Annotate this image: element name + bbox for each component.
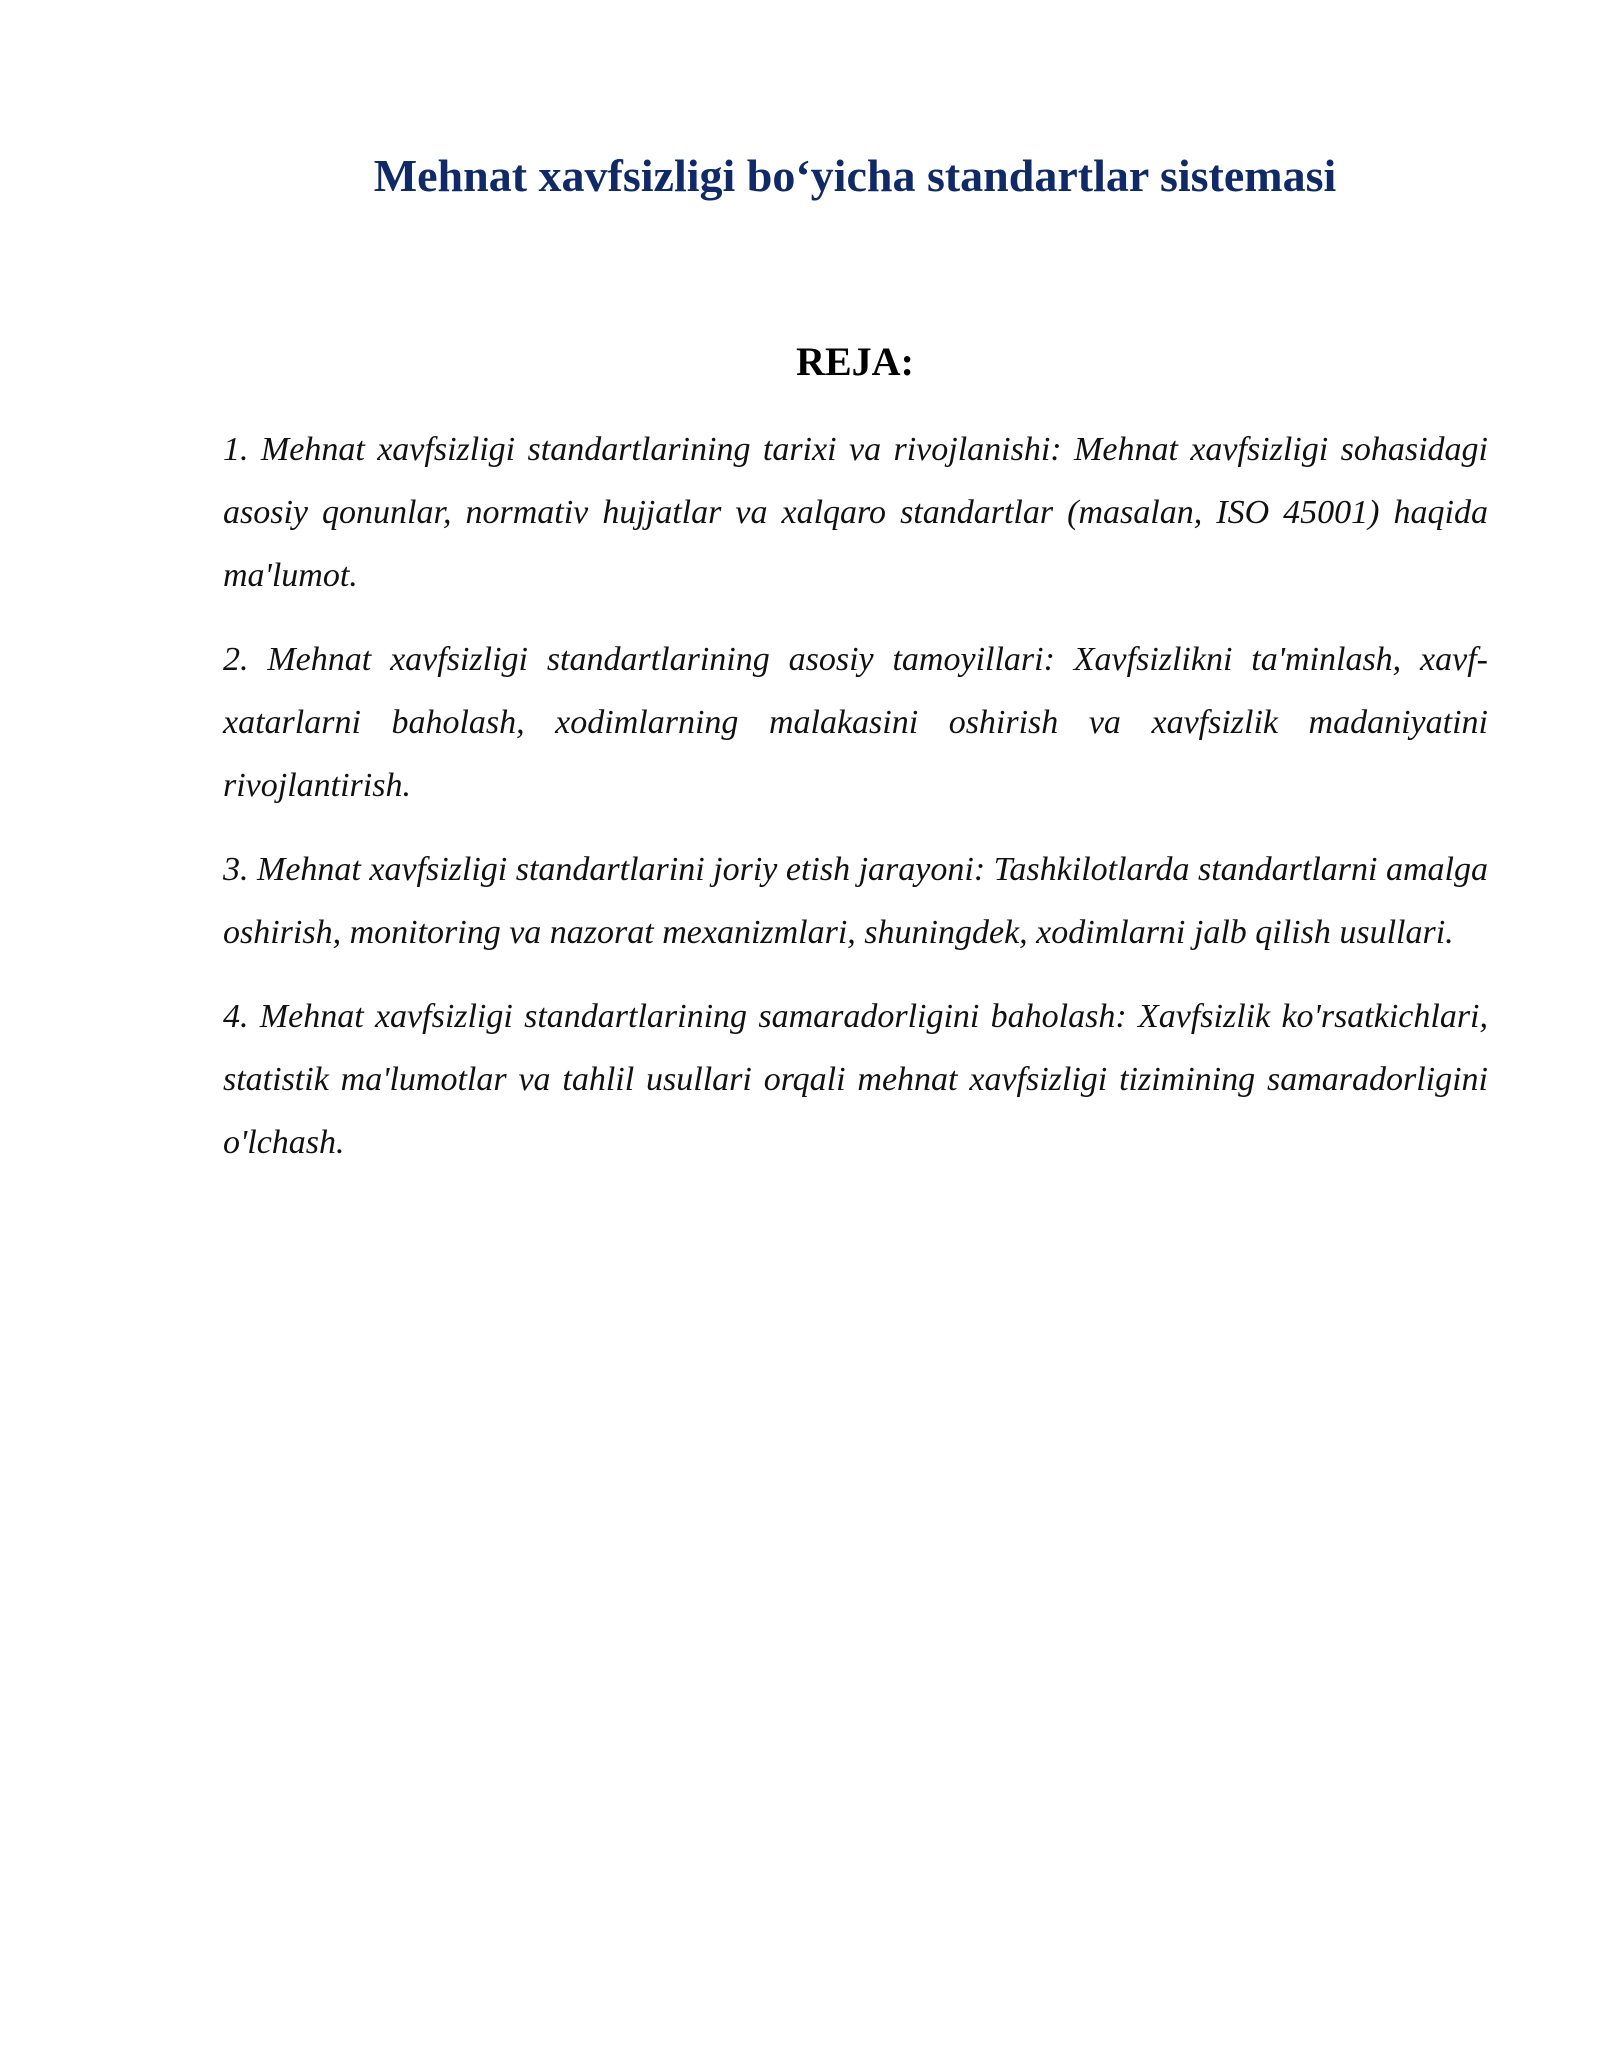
plan-heading: REJA: bbox=[796, 339, 914, 384]
plan-item-2: 2. Mehnat xavfsizligi standartlarining asosiy tamoyillari: Xavfsizlikni ta'minlash, xavf-xatarlarni baholash, xodimlarning malakasini oshirish va xavfsizlik madaniyatini rivojlantirish. bbox=[223, 641, 1488, 804]
plan-item-3: 3. Mehnat xavfsizligi standartlarini joriy etish jarayoni: Tashkilotlarda standartlarni amalga oshirish, monitoring va nazorat mexanizmlari, shuningdek, xodimlarni jalb qilish usullari. bbox=[223, 851, 1488, 951]
document-title: Mehnat xavfsizligi bo‘yicha standartlar sistemasi bbox=[373, 150, 1337, 201]
plan-list bbox=[223, 418, 1488, 1195]
plan-item-1: 1. Mehnat xavfsizligi standartlarining tarixi va rivojlanishi: Mehnat xavfsizligi sohasidagi asosiy qonunlar, normativ hujjatlar va xalqaro standartlar (masalan, ISO 45001) haqida ma'lumot. bbox=[223, 431, 1488, 594]
plan-item-4: 4. Mehnat xavfsizligi standartlarining samaradorligini baholash: Xavfsizlik ko'rsatkichlari, statistik ma'lumotlar va tahlil usullari orqali mehnat xavfsizligi tizimining samaradorligini o'lchash. bbox=[223, 998, 1488, 1161]
